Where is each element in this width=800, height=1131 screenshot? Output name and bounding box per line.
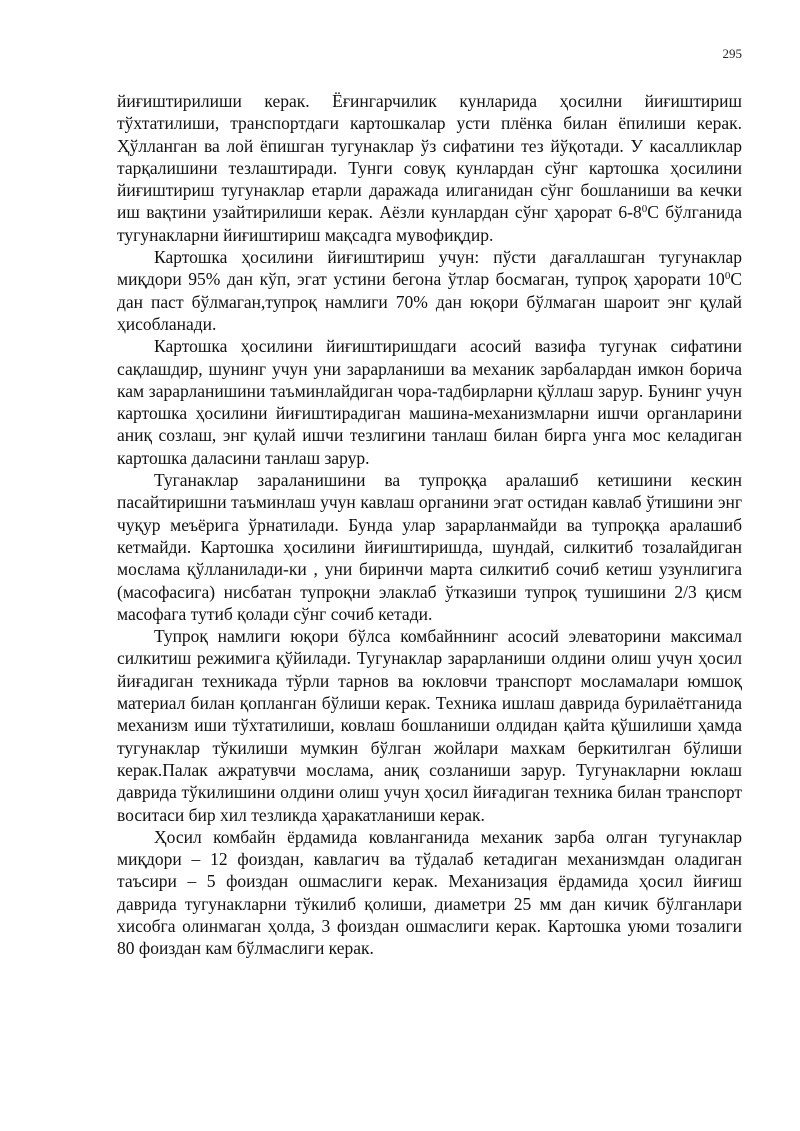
paragraph-4: Туганаклар зараланишини ва тупроққа аралашиб кетишини кескин пасайтиришни таъминлаш учун кавлаш органини эгат остидан кавлаб ўтишини энг чуқур меъёрига ўрнатилади. Бунда улар зарарланмайди ва тупроққа аралашиб кетмайди. Картошка ҳосилини йиғиштиришда, шундай, силкитиб тозалайдиган мослама қўлланилади-ки , уни биринчи марта силкитиб сочиб кетиш узунлигига (масофасига) нисбатан тупроқни элаклаб ўтказиши тупроқ тушишини 2/3 қисм масофага тутиб қолади сўнг сочиб кетади. — [117, 470, 742, 624]
degree-superscript: 0 — [724, 270, 731, 283]
paragraph-3: Картошка ҳосилини йиғиштиришдаги асосий вазифа тугунак сифатини сақлашдир, шунинг учун уни зарарланиши ва механик зарбалардан имкон борича кам зарарланишини таъминлайдиган чора-тадбирларни қўллаш зарур. Бунинг учун картошка ҳосилини йиғиштирадиган машина-механизмларни ишчи органларини аниқ созлаш, энг қулай ишчи тезлигини танлаш билан бирга унга мос келадиган картошка даласини танлаш зарур. — [117, 336, 742, 468]
paragraph-2-text-b: С дан паст бўлмаган,тупроқ намлиги 70% дан юқори бўлмаган шароит энг қулай ҳисобланади. — [117, 269, 742, 334]
paragraph-1-text-b: С бўлганида тугунакларни йиғиштириш мақсадга мувофиқдир. — [117, 202, 743, 245]
page-number: 295 — [722, 46, 742, 61]
paragraph-1-text-a: йиғиштирилиши керак. Ёғингарчилик кунларида ҳосилни йиғиштириш тўхтатилиши, транспортдаги картошкалар усти плёнка билан ёпилиши керак. Ҳўлланган ва лой ёпишган тугунаклар ўз сифатини тез йўқотади. У касалликлар тарқалишини тезлаштиради. Тунги совуқ кунлардан сўнг картошка ҳосилини йиғиштириш тугунаклар етарли даражада илиганидан сўнг бошланиши ва кечки иш вақтини узайтирилиши керак. Аёзли кунлардан сўнг ҳарорат 6-8 — [117, 91, 742, 223]
paragraph-2-text-a: Картошка ҳосилини йиғиштириш учун: пўсти дағаллашган тугунаклар миқдори 95% дан кўп, эгат устини бегона ўтлар босмаган, тупроқ ҳарорати 10 — [117, 247, 742, 290]
degree-superscript: 0 — [641, 203, 648, 216]
paragraph-1 — [117, 90, 742, 246]
paragraph-2 — [117, 246, 742, 335]
paragraph-5: Тупроқ намлиги юқори бўлса комбайннинг асосий элеваторини максимал силкитиш режимига қўйилади. Тугунаклар зарарланиши олдини олиш учун ҳосил йиғадиган техникада тўрли тарнов ва юкловчи транспорт мосламалари юмшоқ материал билан қопланган бўлиши керак. Техника ишлаш даврида бурилаётганида механизм иши тўхтатилиши, ковлаш бошланиши олдидан қайта қўшилиши ҳамда тугунаклар тўкилиши мумкин бўлган жойлари махкам беркитилган бўлиши керак.Палак ажратувчи мослама, аниқ созланиши зарур. Тугунакларни юклаш даврида тўкилишини олдини олиш учун ҳосил йиғадиган техника билан транспорт воситаси бир хил тезликда ҳаракатланиши керак. — [117, 626, 742, 825]
document-body — [117, 90, 742, 960]
paragraph-6: Ҳосил комбайн ёрдамида ковланганида механик зарба олган тугунаклар миқдори – 12 фоиздан, кавлагич ва тўдалаб кетадиган механизмдан оладиган таъсири – 5 фоиздан ошмаслиги керак. Механизация ёрдамида ҳосил йиғиш даврида тугунакларни тўкилиб қолиши, диаметри 25 мм дан кичик бўлганлари хисобга олинмаган ҳолда, 3 фоиздан ошмаслиги керак. Картошка уюми тозалиги 80 фоиздан кам бўлмаслиги керак. — [117, 826, 742, 959]
